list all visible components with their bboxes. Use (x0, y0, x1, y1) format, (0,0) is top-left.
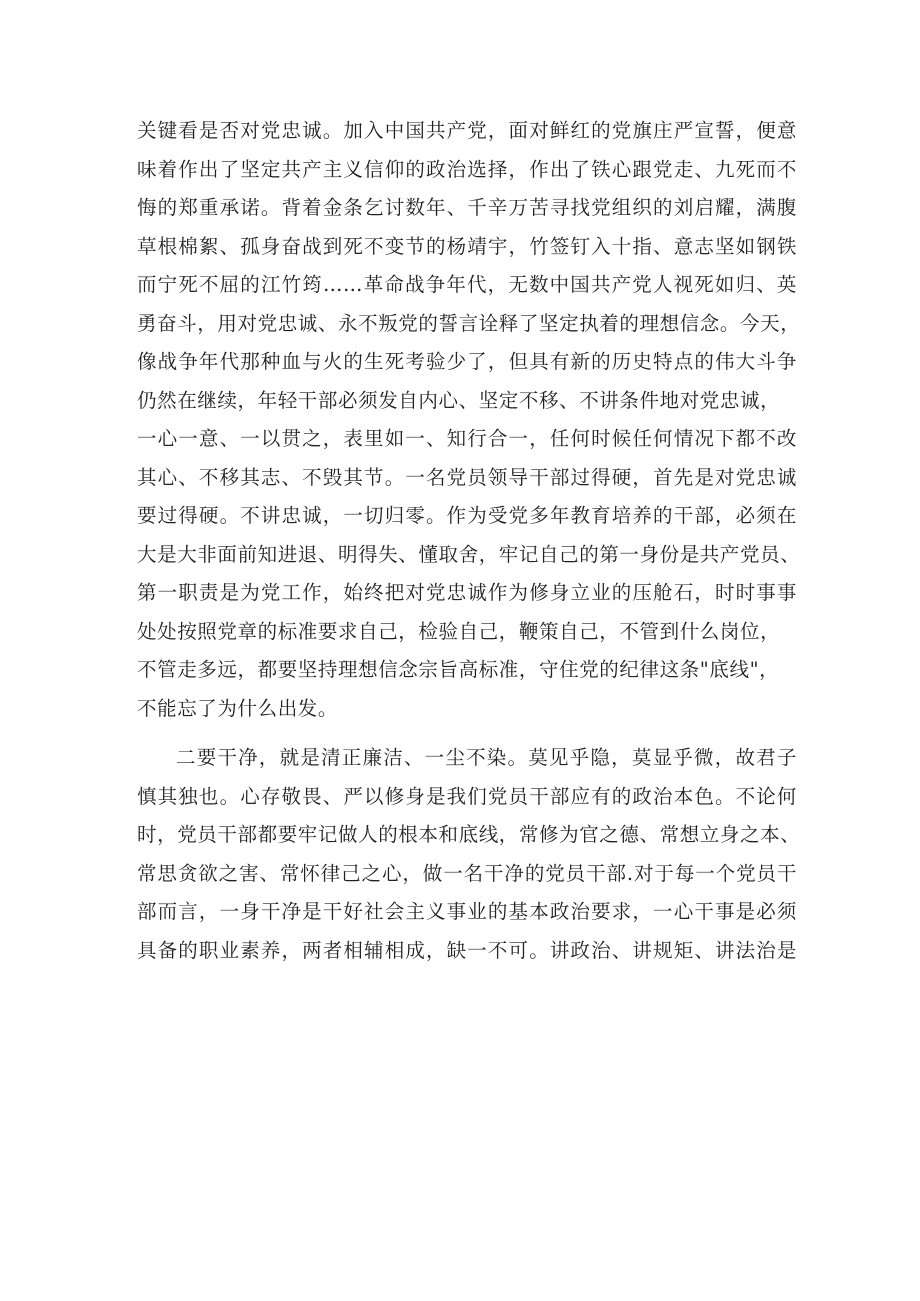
text-line: 而宁死不屈的江竹筠……革命战争年代，无数中国共产党人视死如归、英 (137, 273, 797, 296)
text-line: 像战争年代那种血与火的生死考验少了，但具有新的历史特点的伟大斗争 (137, 350, 797, 373)
text-line: 草根棉絮、孤身奋战到死不变节的杨靖宇，竹签钉入十指、意志坚如钢铁 (137, 234, 797, 258)
paragraph-spacer (137, 728, 797, 739)
text-line: 仍然在继续，年轻干部必须发自内心、坚定不移、不讲条件地对党忠诚， (137, 388, 781, 412)
text-line: 关键看是否对党忠诚。加入中国共产党，面对鲜红的党旗庄严宣誓，便意 (137, 119, 797, 142)
text-line: 不能忘了为什么出发。 (137, 696, 339, 720)
text-line: 味着作出了坚定共产主义信仰的政治选择，作出了铁心跟党走、九死而不 (137, 157, 797, 181)
paragraph-loyalty (137, 112, 801, 728)
text-line: 要过得硬。不讲忠诚，一切归零。作为受党多年教育培养的干部，必须在 (137, 504, 797, 527)
text-line: 慎其独也。心存敬畏、严以修身是我们党员干部应有的政治本色。不论何 (137, 784, 797, 808)
text-line: 一心一意、一以贯之，表里如一、知行合一，任何时候任何情况下都不改 (137, 427, 797, 450)
text-line: 具备的职业素养，两者相辅相成，缺一不可。讲政治、讲规矩、讲法治是 (137, 938, 797, 962)
text-line: 部而言，一身干净是干好社会主义事业的基本政治要求，一心干事是必须 (137, 900, 797, 923)
text-line: 常思贪欲之害、常怀律己之心，做一名干净的党员干部.对于每一个党员干 (137, 861, 797, 885)
text-line: 处处按照党章的标准要求自己，检验自己，鞭策自己，不管到什么岗位， (137, 619, 781, 643)
text-line: 其心、不移其志、不毁其节。一名党员领导干部过得硬，首先是对党忠诚 (137, 465, 797, 489)
text-line: 第一职责是为党工作，始终把对党忠诚作为修身立业的压舱石，时时事事 (137, 581, 797, 604)
text-line: 悔的郑重承诺。背着金条乞讨数年、千辛万苦寻找党组织的刘启耀，满腹 (137, 196, 797, 219)
body-text (137, 112, 801, 970)
text-line: 大是大非面前知进退、明得失、懂取舍，牢记自己的第一身份是共产党员、 (137, 542, 801, 566)
text-line: 不管走多远，都要坚持理想信念宗旨高标准，守住党的纪律这条"底线"， (137, 658, 780, 681)
text-line: 二要干净，就是清正廉洁、一尘不染。莫见乎隐，莫显乎微，故君子 (176, 746, 797, 769)
text-line: 勇奋斗，用对党忠诚、永不叛党的誓言诠释了坚定执着的理想信念。今天， (137, 311, 801, 335)
paragraph-integrity (137, 739, 801, 970)
text-line: 时，党员干部都要牢记做人的根本和底线，常修为官之德、常想立身之本、 (137, 823, 801, 846)
